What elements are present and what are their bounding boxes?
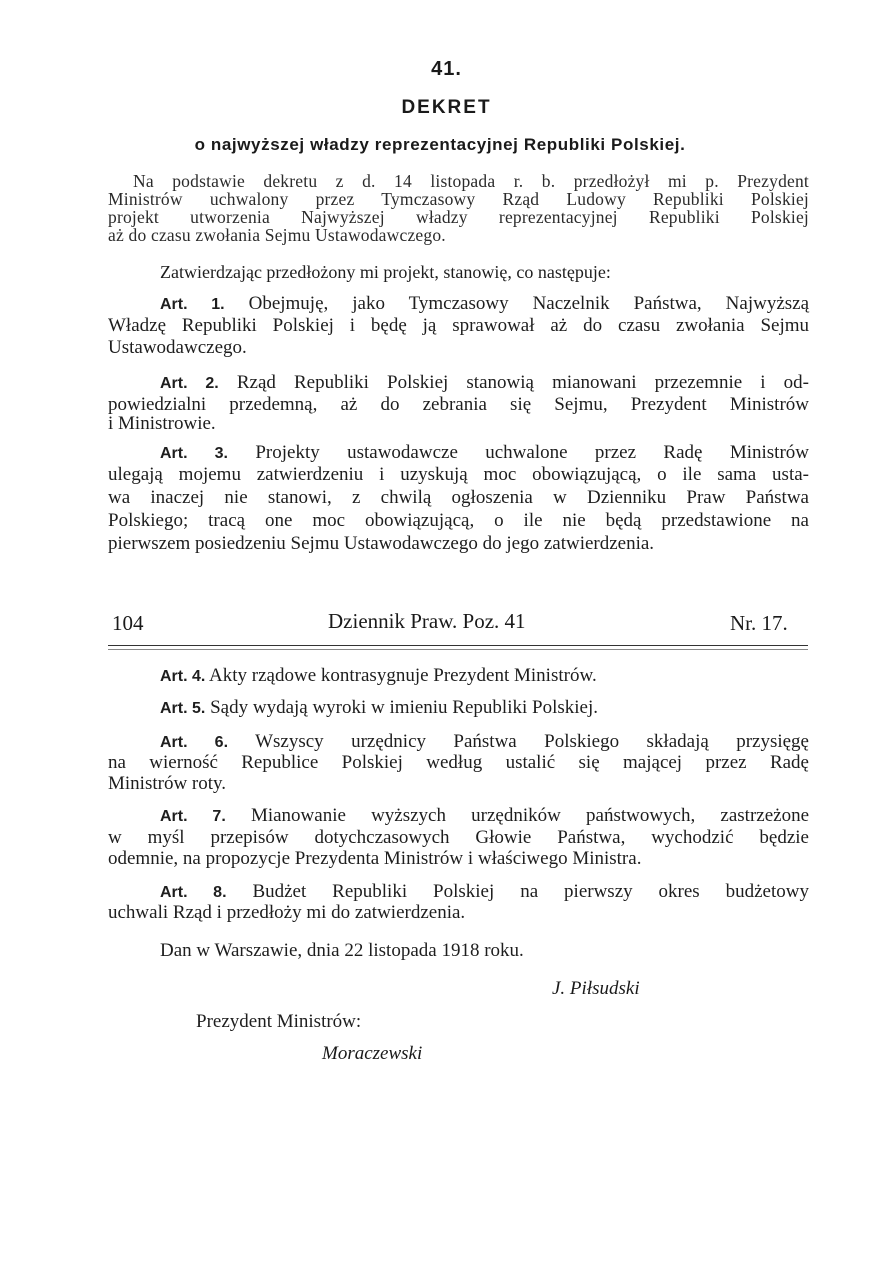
article-line bbox=[160, 732, 809, 752]
article-text: Sądy wydają wyroki w imieniu Republiki Polskiej. bbox=[210, 697, 598, 718]
article-line: Władzę Republiki Polskiej i będę ją sprawował aż do czasu zwołania Sejmu bbox=[108, 315, 809, 336]
intro-line: Na podstawie dekretu z d. 14 listopada r. b. przedłożył mi p. Prezydent bbox=[133, 171, 809, 191]
document-title: DEKRET bbox=[401, 97, 492, 118]
article-line: w myśl przepisów dotychczasowych Głowie Państwa, wychodzić będzie bbox=[108, 827, 809, 848]
header-divider bbox=[108, 645, 808, 646]
article-line: ulegają mojemu zatwierdzeniu i uzyskują moc obowiązującą, o ile sama usta- bbox=[108, 464, 809, 485]
article-text: Budżet Republiki Polskiej na pierwszy okres budżetowy bbox=[252, 881, 809, 902]
article-text: Akty rządowe kontrasygnuje Prezydent Ministrów. bbox=[209, 665, 597, 686]
article-label: Art. 7. bbox=[160, 808, 226, 825]
intro-line: Ministrów uchwalony przez Tymczasowy Rząd Ludowy Republiki Polskiej bbox=[108, 189, 809, 209]
article-label: Art. 2. bbox=[160, 375, 219, 392]
signature-moraczewski: Moraczewski bbox=[322, 1043, 423, 1064]
article-line: na wierność Republice Polskiej według ustalić się mającej przez Radę bbox=[108, 752, 809, 773]
article-label: Art. 6. bbox=[160, 734, 229, 751]
document-subtitle: o najwyższej władzy reprezentacyjnej Republiki Polskiej. bbox=[194, 135, 686, 154]
countersign-label: Prezydent Ministrów: bbox=[196, 1011, 362, 1032]
article-line: i Ministrowie. bbox=[108, 413, 216, 434]
article-line bbox=[160, 806, 809, 826]
signature-pilsudski: J. Piłsudski bbox=[552, 978, 640, 999]
page-header-right: Nr. 17. bbox=[730, 611, 788, 635]
article-line: powiedzialni przedemną, aż do zebrania się Sejmu, Prezydent Ministrów bbox=[108, 394, 809, 415]
article-line bbox=[160, 373, 809, 393]
intro-line: aż do czasu zwołania Sejmu Ustawodawczego. bbox=[108, 225, 446, 245]
article-label: Art. 1. bbox=[160, 296, 225, 313]
page-header-center: Dziennik Praw. Poz. 41 bbox=[328, 609, 526, 633]
article-line: wa inaczej nie stanowi, z chwilą ogłoszenia w Dzienniku Praw Państwa bbox=[108, 487, 809, 508]
decree-number: 41. bbox=[431, 58, 462, 80]
article-line: Ministrów roty. bbox=[108, 773, 227, 794]
article-text: Wszyscy urzędnicy Państwa Polskiego składają przysięgę bbox=[255, 731, 809, 752]
article-4 bbox=[160, 666, 597, 686]
article-text: Obejmuję, jako Tymczasowy Naczelnik Państwa, Najwyższą bbox=[248, 293, 810, 314]
article-5 bbox=[160, 698, 598, 718]
article-text: Rząd Republiki Polskiej stanowią mianowani przezemnie i od- bbox=[236, 372, 810, 393]
article-text: Projekty ustawodawcze uchwalone przez Radę Ministrów bbox=[255, 442, 809, 463]
intro-line: projekt utworzenia Najwyższej władzy reprezentacyjnej Republiki Polskiej bbox=[108, 207, 809, 227]
article-line: uchwali Rząd i przedłoży mi do zatwierdzenia. bbox=[108, 902, 466, 923]
date-line: Dan w Warszawie, dnia 22 listopada 1918 roku. bbox=[160, 940, 524, 961]
article-label: Art. 3. bbox=[160, 445, 228, 462]
article-line: odemnie, na propozycje Prezydenta Ministrów i właściwego Ministra. bbox=[108, 848, 642, 869]
approval-line: Zatwierdzając przedłożony mi projekt, stanowię, co następuje: bbox=[160, 262, 611, 282]
article-text: Mianowanie wyższych urzędników państwowych, zastrzeżone bbox=[250, 805, 810, 826]
article-line bbox=[160, 294, 809, 314]
article-label: Art. 8. bbox=[160, 884, 227, 901]
page-header-left: 104 bbox=[112, 611, 144, 635]
article-label: Art. 5. bbox=[160, 700, 206, 717]
article-line: pierwszem posiedzeniu Sejmu Ustawodawczego do jego zatwierdzenia. bbox=[108, 533, 655, 554]
article-line: Polskiego; tracą one moc obowiązującą, o ile nie będą przedstawione na bbox=[108, 510, 809, 531]
article-label: Art. 4. bbox=[160, 668, 206, 685]
header-divider bbox=[108, 649, 808, 650]
article-line: Ustawodawczego. bbox=[108, 337, 247, 358]
article-line bbox=[160, 882, 809, 902]
article-line bbox=[160, 443, 809, 463]
